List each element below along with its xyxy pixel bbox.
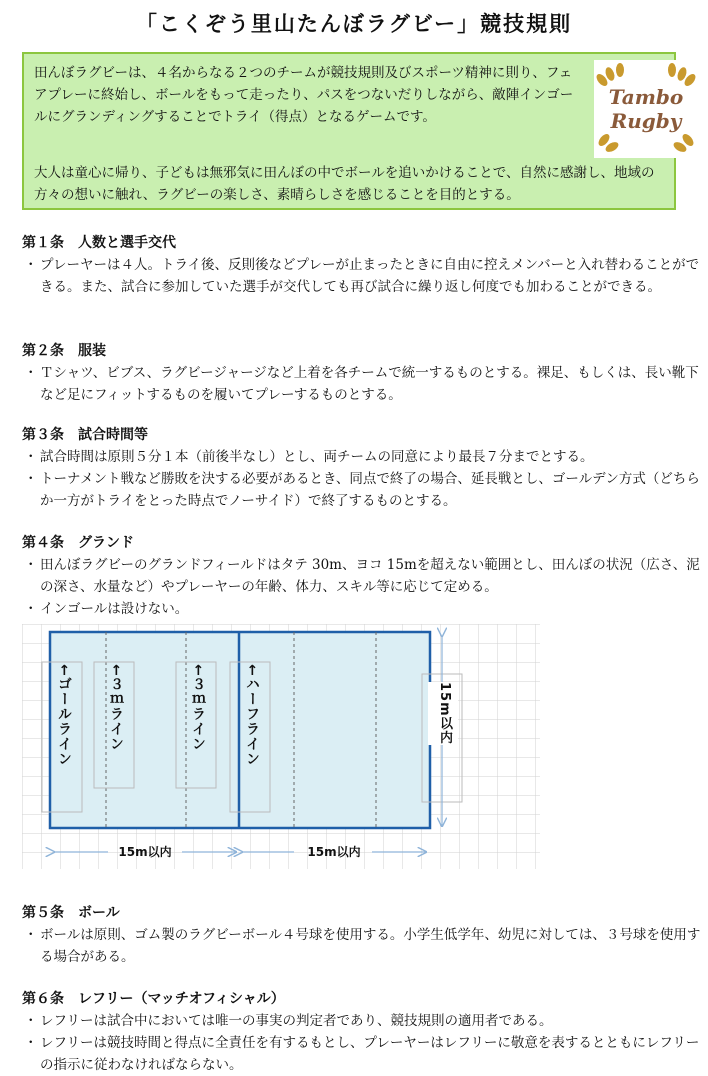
length-label-left: 15m以内 xyxy=(118,845,172,859)
intro-paragraph-1: 田んぼラグビーは、４名からなる２つのチームが競技規則及びスポーツ精神に則り、フェアプレーに終始し、ボールをもって走ったり、パスをつないだりしながら、敵陣インゴールにグランディングすることでトライ（得点）となるゲームです。 xyxy=(34,65,574,125)
article-4 xyxy=(22,532,702,620)
article-heading: 第３条 試合時間等 xyxy=(22,427,148,443)
article-5 xyxy=(22,902,702,968)
article-3 xyxy=(22,424,702,512)
bullet-item: ・ 試合時間は原則５分１本（前後半なし）とし、両チームの同意により最長７分までとする。 xyxy=(24,449,594,465)
article-2 xyxy=(22,340,702,406)
bullet-item: ・ ボールは原則、ゴム製のラグビーボール４号球を使用する。小学生低学年、幼児に対しては、３号球を使用する場合がある。 xyxy=(24,927,701,965)
page-title: 「こくぞう里山たんぼラグビー」競技規則 xyxy=(135,11,573,36)
article-6 xyxy=(22,988,702,1076)
goal-line-label: ←ゴールライン xyxy=(56,664,72,767)
article-heading: 第４条 グランド xyxy=(22,535,134,551)
bullet-item: ・ レフリーは競技時間と得点に全責任を有するもとし、プレーヤーはレフリーに敬意を表するとともにレフリーの指示に従わなければならない。 xyxy=(24,1035,700,1073)
article-1 xyxy=(22,232,702,298)
field-diagram xyxy=(22,624,540,874)
tambo-rugby-logo xyxy=(594,60,698,158)
three-m-line-label-b: ←３ｍライン xyxy=(190,664,206,752)
width-label: 15m以内 xyxy=(428,682,458,745)
length-label-right: 15m以内 xyxy=(307,845,361,859)
half-line-label: ←ハーフライン xyxy=(244,664,260,767)
logo-text-tambo: Tambo xyxy=(608,85,684,109)
bullet-item: ・ トーナメント戦など勝敗を決する必要があるとき、同点で終了の場合、延長戦とし、ゴールデン方式（どちらか一方がトライをとった時点でノーサイド）で終了するものとする。 xyxy=(24,471,700,509)
article-heading: 第５条 ボール xyxy=(22,905,120,921)
bullet-item: ・ プレーヤーは４人。トライ後、反則後などプレーが止まったときに自由に控えメンバーと入れ替わることができる。また、試合に参加していた選手が交代しても再び試合に繰り返し何度でも加わることができる。 xyxy=(24,257,700,295)
three-m-line-label-a: ←３ｍライン xyxy=(108,664,124,752)
logo-text-rugby: Rugby xyxy=(610,109,682,133)
intro-box xyxy=(22,52,684,210)
article-heading: 第６条 レフリー（マッチオフィシャル） xyxy=(22,991,285,1007)
bullet-item: ・ Ｔシャツ、ビブス、ラグビージャージなど上着を各チームで統一するものとする。裸足、もしくは、長い靴下など足にフィットするものを履いてプレーするものとする。 xyxy=(24,365,699,403)
article-heading: 第２条 服装 xyxy=(22,343,106,359)
bullet-item: ・ レフリーは試合中においては唯一の事実の判定者であり、競技規則の適用者である。 xyxy=(24,1013,553,1029)
article-heading: 第１条 人数と選手交代 xyxy=(22,235,176,251)
bullet-item: ・ 田んぼラグビーのグランドフィールドはタテ 30m、ヨコ 15mを超えない範囲とし、田んぼの状況（広さ、泥の深さ、水量など）やプレーヤーの年齢、体力、スキル等に応じて定める。 xyxy=(24,557,700,595)
intro-paragraph-2: 大人は童心に帰り、子どもは無邪気に田んぼの中でボールを追いかけることで、自然に感謝し、地域の方々の想いに触れ、ラグビーの楽しさ、素晴らしさを感じることを目的とする。 xyxy=(34,165,655,203)
bullet-item: ・ インゴールは設けない。 xyxy=(24,601,189,617)
